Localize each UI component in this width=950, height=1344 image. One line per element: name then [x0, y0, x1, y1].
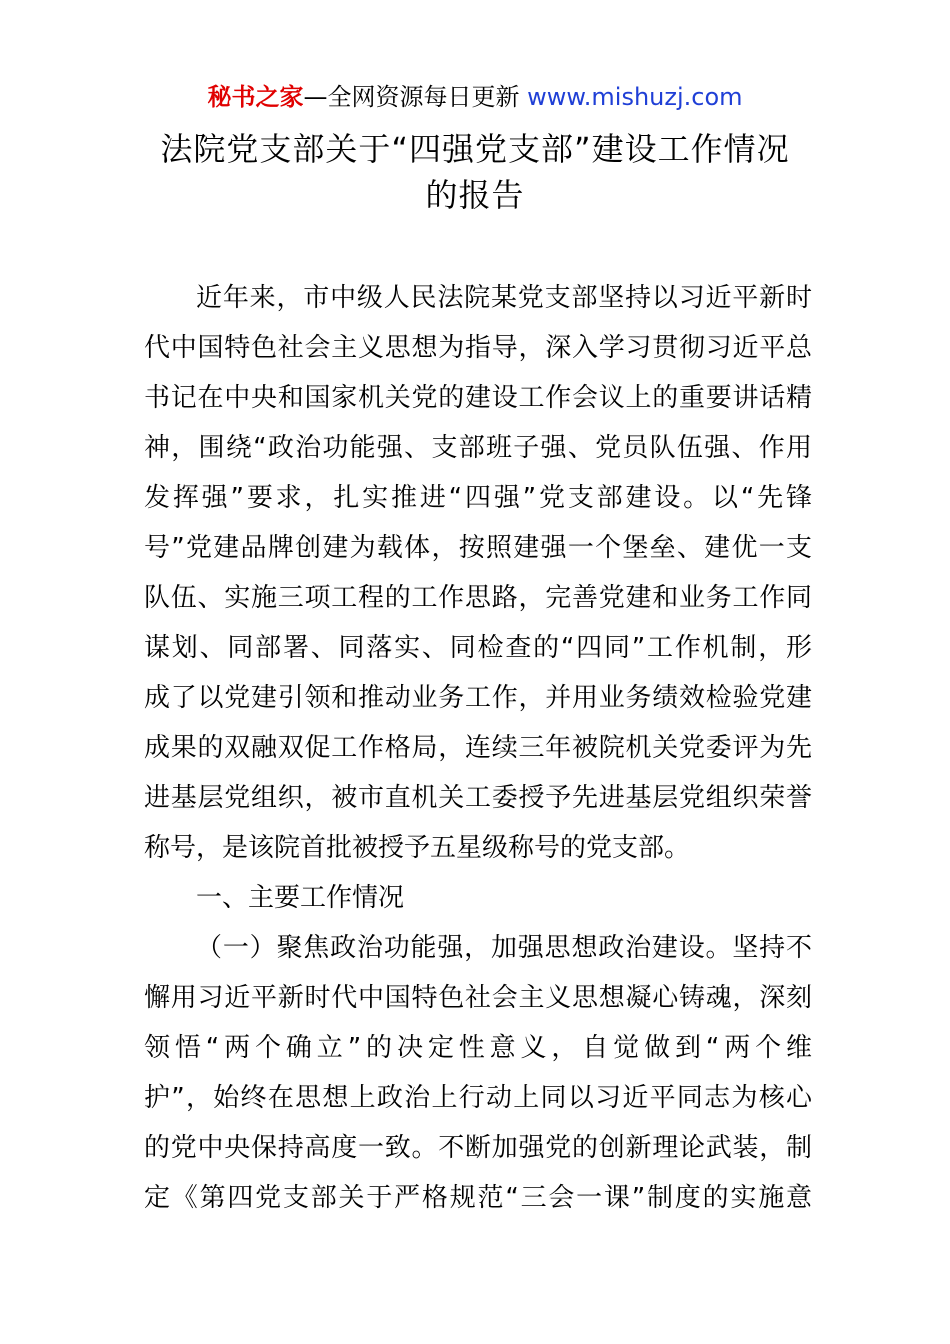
body-line: 的党中央保持高度一致。不断加强党的创新理论武装，制 [144, 1133, 812, 1163]
body-line: 护”，始终在思想上政治上行动上同以习近平同志为核心 [144, 1083, 812, 1113]
title-line-1: 法院党支部关于“四强党支部”建设工作情况 [160, 130, 790, 168]
site-url: www.mishuzj.com [527, 83, 743, 111]
body-line: 进基层党组织，被市直机关工委授予先进基层党组织荣誉 [144, 783, 812, 813]
body-line: 懈用习近平新时代中国特色社会主义思想凝心铸魂，深刻 [144, 983, 812, 1013]
body-line: 发挥强”要求，扎实推进“四强”党支部建设。以“先锋 [144, 483, 812, 513]
body-line: 代中国特色社会主义思想为指导，深入学习贯彻习近平总 [144, 333, 812, 363]
document-title [60, 126, 890, 218]
site-tagline: —全网资源每日更新 [303, 83, 528, 111]
document-body [144, 273, 812, 1223]
body-line: 领悟“两个确立”的决定性意义，自觉做到“两个维 [144, 1033, 812, 1063]
body-line: 成了以党建引领和推动业务工作，并用业务绩效检验党建 [144, 683, 812, 713]
title-line-2: 的报告 [425, 176, 525, 214]
body-line: 号”党建品牌创建为载体，按照建强一个堡垒、建优一支 [144, 533, 812, 563]
body-line: 书记在中央和国家机关党的建设工作会议上的重要讲话精 [144, 383, 812, 413]
body-line: 谋划、同部署、同落实、同检查的“四同”工作机制，形 [144, 633, 812, 663]
section-heading: 一、主要工作情况 [196, 883, 405, 913]
body-line: 神，围绕“政治功能强、支部班子强、党员队伍强、作用 [144, 433, 812, 463]
body-line: 成果的双融双促工作格局，连续三年被院机关党委评为先 [144, 733, 812, 763]
body-line: 称号，是该院首批被授予五星级称号的党支部。 [144, 833, 691, 863]
body-line: 近年来，市中级人民法院某党支部坚持以习近平新时 [196, 283, 812, 313]
body-line: 队伍、实施三项工程的工作思路，完善党建和业务工作同 [144, 583, 812, 613]
body-line: （一）聚焦政治功能强，加强思想政治建设。坚持不 [196, 933, 812, 963]
site-brand: 秘书之家 [207, 83, 304, 111]
body-line: 定《第四党支部关于严格规范“三会一课”制度的实施意 [144, 1183, 812, 1213]
site-header [0, 82, 950, 112]
